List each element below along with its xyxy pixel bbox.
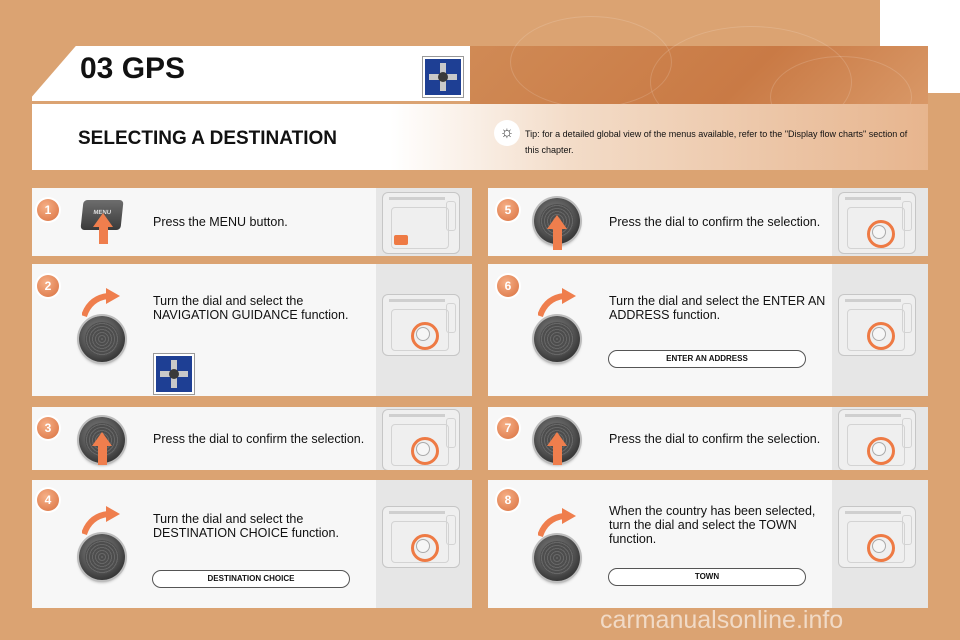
step-2 xyxy=(32,264,472,396)
radio-panel-icon xyxy=(838,294,916,356)
step-badge: 4 xyxy=(37,489,59,511)
step-badge: 1 xyxy=(37,199,59,221)
turn-arrow-icon xyxy=(82,288,122,318)
step-text: Turn the dial and select the DESTINATION CHOICE function. xyxy=(153,512,339,540)
radio-panel-icon xyxy=(382,192,460,254)
step-badge: 3 xyxy=(37,417,59,439)
step-5 xyxy=(488,188,928,256)
section-title: SELECTING A DESTINATION xyxy=(78,128,337,149)
step-badge: 8 xyxy=(497,489,519,511)
step-text: Turn the dial and select the NAVIGATION GUIDANCE function. xyxy=(153,294,349,322)
step-text: Press the MENU button. xyxy=(153,215,288,229)
turn-arrow-icon xyxy=(538,288,578,318)
dial-icon xyxy=(79,534,125,580)
press-arrow-icon xyxy=(92,432,112,446)
radio-panel-icon xyxy=(382,506,460,568)
menu-button-icon: MENU xyxy=(80,200,123,230)
step-3 xyxy=(32,407,472,470)
step-badge: 7 xyxy=(497,417,519,439)
dial-icon xyxy=(534,316,580,362)
menu-option-town: TOWN xyxy=(608,568,806,586)
step-8 xyxy=(488,480,928,608)
step-badge: 6 xyxy=(497,275,519,297)
menu-option-enter-an-address: ENTER AN ADDRESS xyxy=(608,350,806,368)
turn-arrow-icon xyxy=(82,506,122,536)
radio-panel-icon xyxy=(838,506,916,568)
watermark: carmanualsonline.info xyxy=(600,606,844,634)
tip-text: Tip: for a detailed global view of the menus available, refer to the "Display flow charts" section of this chapter. xyxy=(525,129,908,155)
step-text: Turn the dial and select the ENTER AN ADDRESS function. xyxy=(609,294,826,322)
press-arrow-icon xyxy=(93,213,113,227)
step-badge: 5 xyxy=(497,199,519,221)
radio-panel-icon xyxy=(382,409,460,470)
step-text: Press the dial to confirm the selection. xyxy=(609,215,821,229)
dial-icon xyxy=(534,535,580,581)
gps-navigation-icon xyxy=(423,57,463,97)
gps-navigation-icon xyxy=(154,354,194,394)
sun-icon: ☼ xyxy=(494,120,520,146)
press-arrow-icon xyxy=(547,432,567,446)
press-arrow-icon xyxy=(547,215,567,229)
menu-option-destination-choice: DESTINATION CHOICE xyxy=(152,570,350,588)
radio-panel-icon xyxy=(838,192,916,254)
step-text: Press the dial to confirm the selection. xyxy=(609,432,821,446)
turn-arrow-icon xyxy=(538,508,578,538)
step-1 xyxy=(32,188,472,256)
step-7 xyxy=(488,407,928,470)
step-text: Press the dial to confirm the selection. xyxy=(153,432,365,446)
step-text: When the country has been selected, turn the dial and select the TOWN function. xyxy=(609,504,816,546)
dial-icon xyxy=(79,316,125,362)
step-4 xyxy=(32,480,472,608)
step-badge: 2 xyxy=(37,275,59,297)
page-title: 03 GPS xyxy=(80,52,186,85)
step-6 xyxy=(488,264,928,396)
radio-panel-icon xyxy=(382,294,460,356)
header-map-band xyxy=(470,46,928,104)
radio-panel-icon xyxy=(838,409,916,470)
